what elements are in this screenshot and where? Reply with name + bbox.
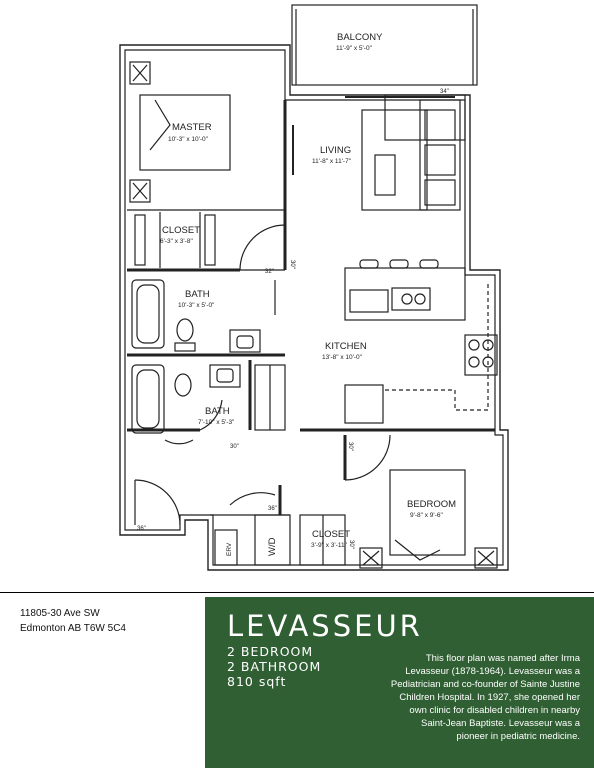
- room-dims-bedroom: 9'-8" x 9'-6": [410, 512, 443, 519]
- balcony-outline: [292, 5, 477, 85]
- room-name-balcony: BALCONY: [337, 32, 383, 43]
- room-dims-bath-1: 10'-3" x 5'-0": [178, 302, 215, 309]
- plan-description: This floor plan was named after Irma Levasseur (1878-1964). Levasseur was a Pediatrician and co-founder of Sainte Justine Children Hospital. In 1927, she opened her own clinic for disabled children in nearby Saint-Jean Baptiste. Levasseur was a pioneer in pediatric medicine.: [390, 653, 580, 742]
- plan-name: LEVASSEUR: [227, 609, 423, 643]
- room-dims-balcony: 11'-9" x 5'-0": [336, 45, 372, 52]
- address-line-2: Edmonton AB T6W 5C4: [20, 623, 126, 634]
- address-block: [20, 606, 126, 636]
- door-label-front: 36": [268, 506, 277, 512]
- room-dims-living: 11'-8" x 11'-7": [312, 158, 352, 165]
- door-label-master-b: 30": [289, 260, 295, 269]
- room-name-closet-bedroom: CLOSET: [312, 529, 351, 540]
- plan-area: 810 sqft: [227, 674, 287, 689]
- room-name-closet-master: CLOSET: [162, 225, 201, 236]
- erv-label: ERV: [226, 542, 233, 556]
- room-dims-closet-bedroom: 3'-9" x 3'-11": [311, 542, 347, 549]
- room-name-kitchen: KITCHEN: [325, 341, 367, 352]
- section-divider: [0, 592, 594, 593]
- door-label-balcony: 34": [440, 89, 449, 95]
- door-label-entry: 36": [137, 526, 146, 532]
- room-dims-closet-master: 6'-3" x 3'-8": [160, 238, 193, 245]
- room-dims-master: 10'-3" x 10'-0": [168, 136, 208, 143]
- door-label-closet: 30": [348, 540, 354, 549]
- room-dims-kitchen: 13'-8" x 10'-0": [322, 354, 362, 361]
- door-label-master-a: 32": [265, 269, 274, 275]
- room-name-master: MASTER: [172, 122, 212, 133]
- plan-bedrooms: 2 BEDROOM: [227, 644, 314, 659]
- address-line-1: 11805-30 Ave SW: [20, 608, 100, 619]
- door-label-kitchen: 30": [347, 442, 353, 451]
- room-name-bedroom: BEDROOM: [407, 499, 457, 510]
- washer-dryer-label: W/D: [267, 537, 278, 556]
- door-label-bath: 30": [230, 444, 239, 450]
- room-name-living: LIVING: [320, 145, 352, 156]
- room-name-bath-2: BATH: [205, 406, 230, 417]
- plan-info-panel: [205, 597, 594, 768]
- room-dims-bath-2: 7'-10" x 5'-3": [198, 419, 235, 426]
- room-name-bath-1: BATH: [185, 289, 210, 300]
- plan-bathrooms: 2 BATHROOM: [227, 659, 322, 674]
